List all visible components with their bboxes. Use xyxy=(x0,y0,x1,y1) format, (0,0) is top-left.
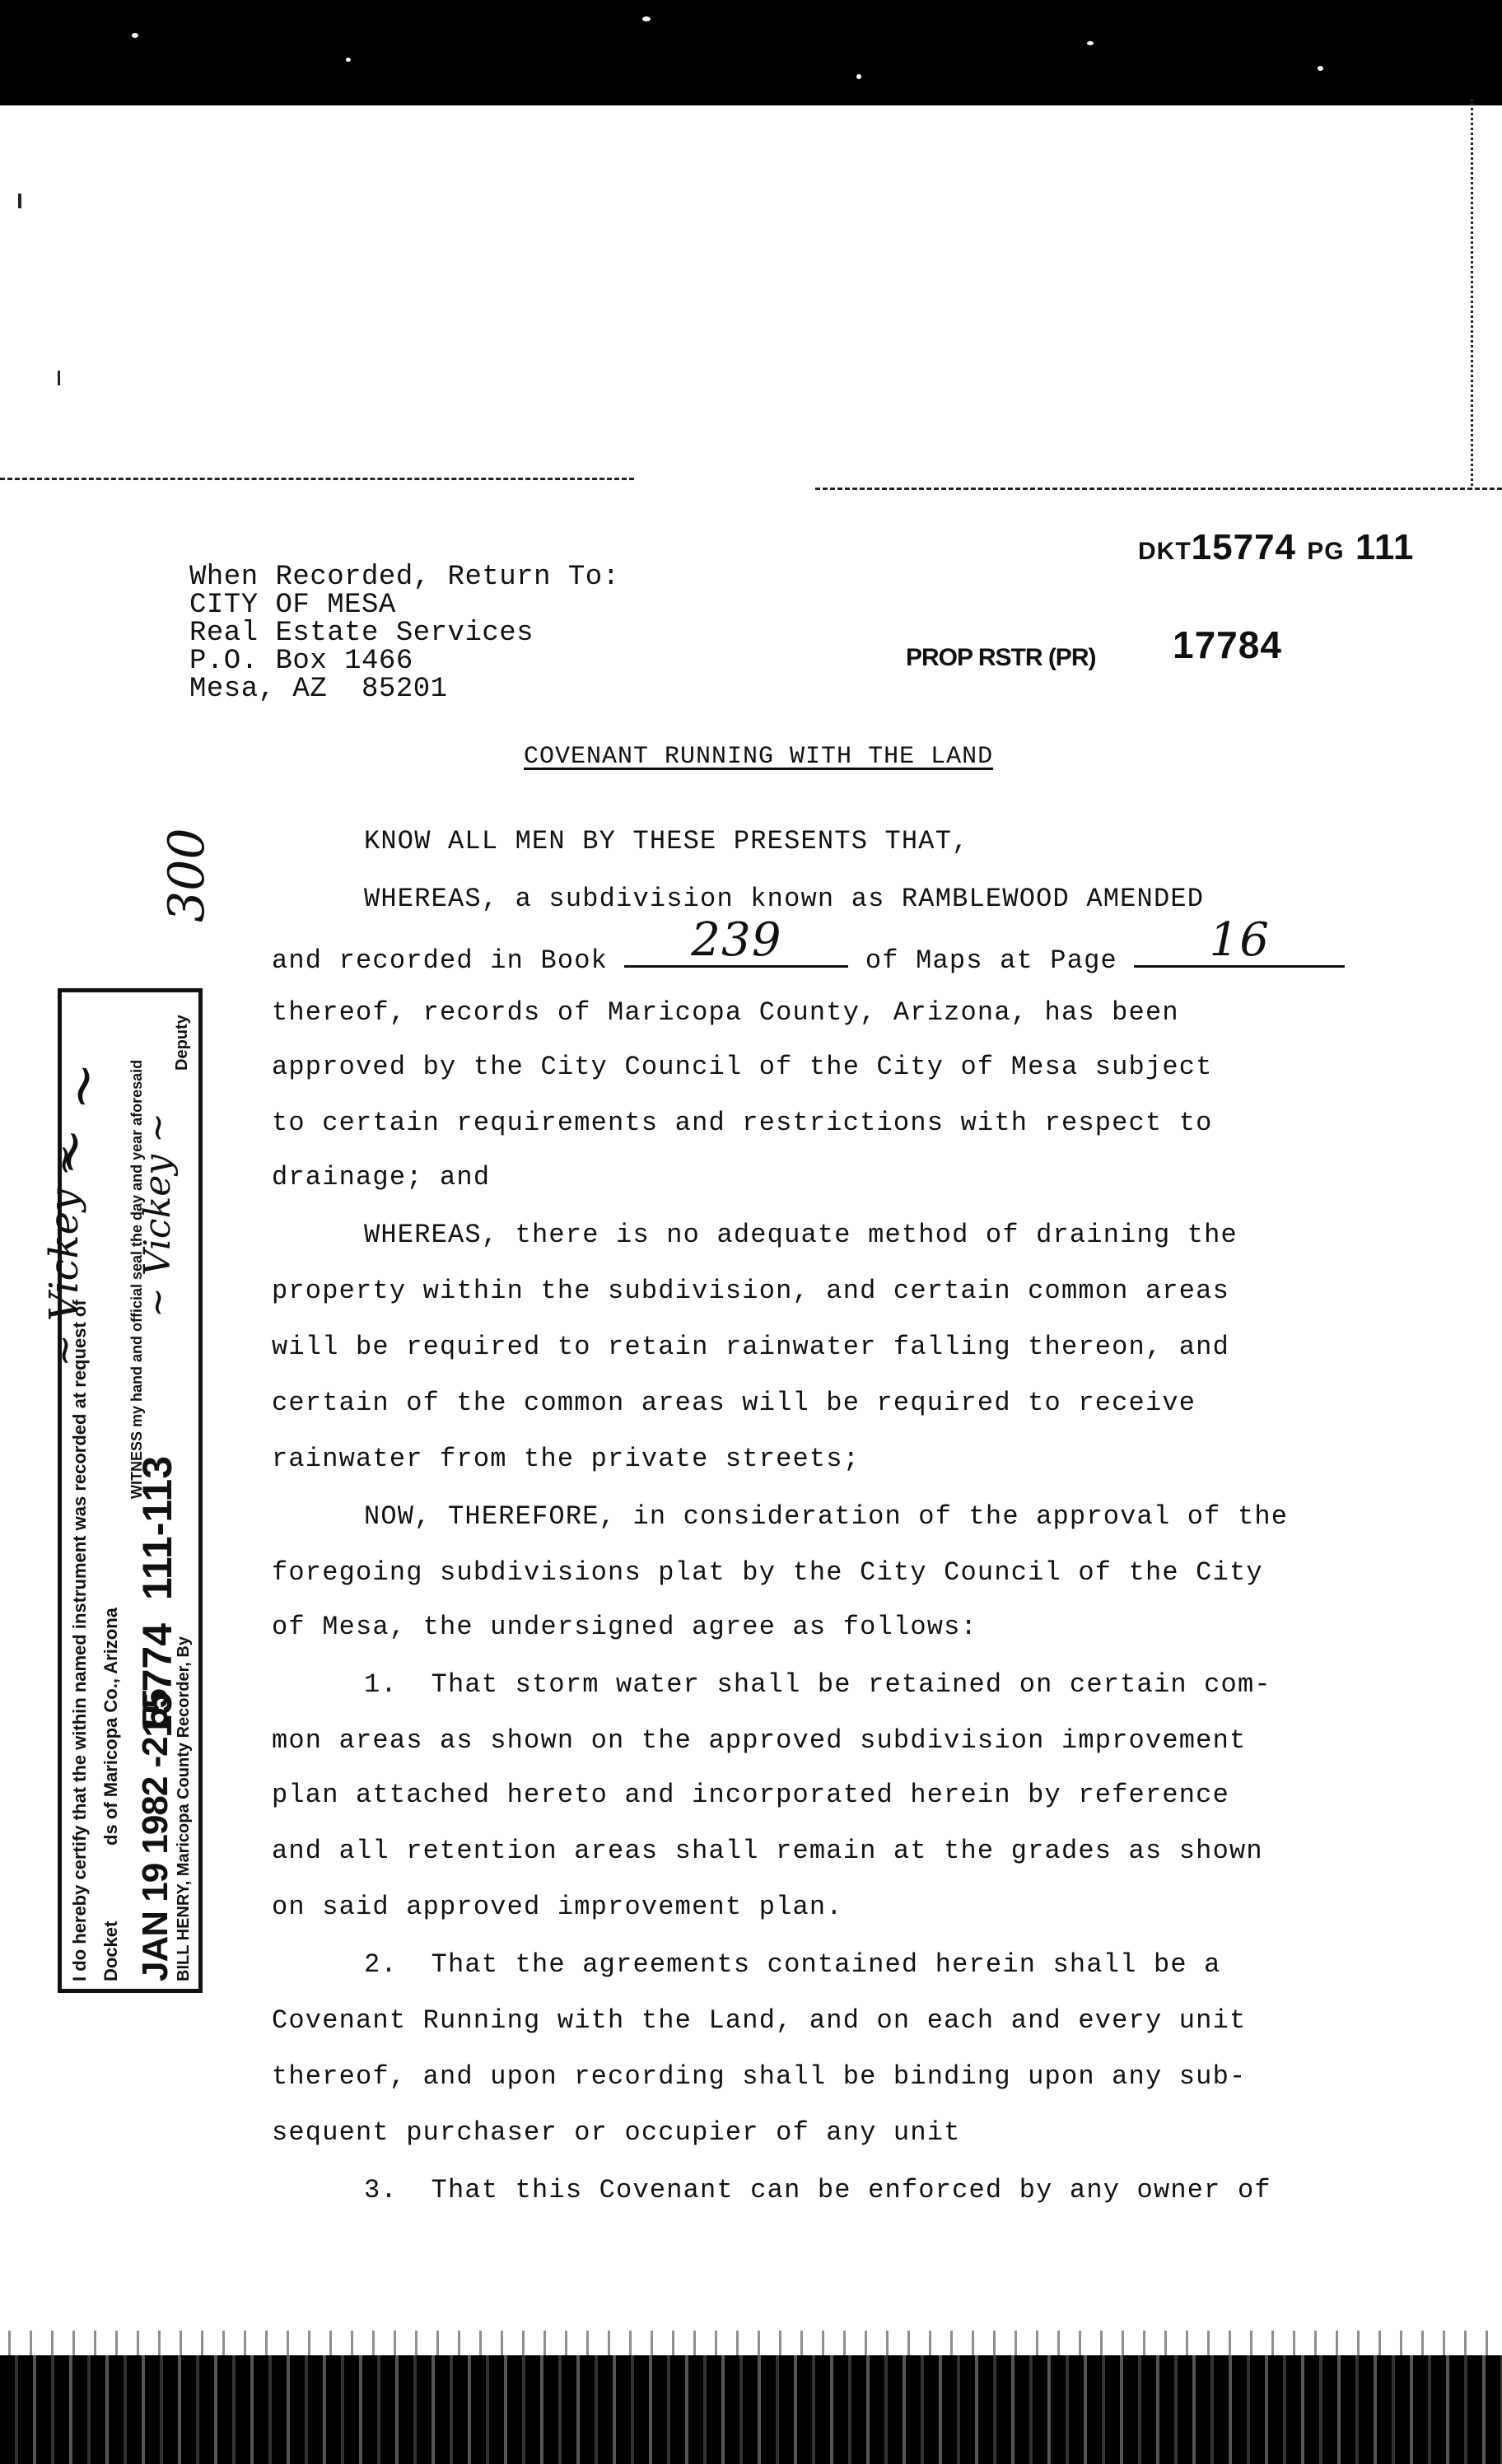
return-to-line: When Recorded, Return To: xyxy=(189,562,620,593)
return-to-line: Real Estate Services xyxy=(189,618,534,649)
paragraph-line: NOW, THEREFORE, in consideration of the approval of the xyxy=(364,1501,1289,1532)
recorder-name-line: BILL HENRY, Maricopa County Recorder, By xyxy=(175,1636,193,1981)
scan-edge-right xyxy=(1471,99,1476,486)
return-to-line: Mesa, AZ 85201 xyxy=(189,674,448,705)
page-number: 111 xyxy=(1355,527,1415,567)
document-title: COVENANT RUNNING WITH THE LAND xyxy=(524,743,994,771)
recorder-docket-handwritten: 15774 111-113 xyxy=(134,1455,180,1738)
fee-handwritten: 300 xyxy=(158,828,216,922)
recorder-witness: WITNESS my hand and official seal the day and year aforesaid xyxy=(128,1059,145,1499)
paragraph-line: WHEREAS, there is no adequate method of draining the xyxy=(364,1220,1238,1250)
book-label: and recorded in Book xyxy=(272,945,609,976)
paragraph-line: certain of the common areas will be required to receive xyxy=(272,1388,1196,1418)
scan-border-top xyxy=(0,0,1502,105)
paragraph-line: property within the subdivision, and certain common areas xyxy=(272,1276,1229,1306)
scan-noise-bottom xyxy=(0,2331,1502,2359)
item-line: on said approved improvement plan. xyxy=(272,1892,843,1922)
book-number-field xyxy=(624,913,848,968)
page-ref-handwritten: 16 xyxy=(1209,913,1271,967)
item-line: thereof, and upon recording shall be binding upon any sub- xyxy=(272,2061,1247,2092)
paragraph-line: will be required to retain rainwater falling thereon, and xyxy=(272,1332,1229,1362)
paragraph-line: WHEREAS, a subdivision known as RAMBLEWOOD AMENDED xyxy=(364,884,1205,914)
paragraph-line: foregoing subdivisions plat by the City Council of the City xyxy=(272,1557,1263,1588)
item-line: Covenant Running with the Land, and on each and every unit xyxy=(272,2005,1247,2036)
paragraph-line-book-ref xyxy=(272,913,1345,976)
item-line: sequent purchaser or occupier of any unit xyxy=(272,2117,961,2148)
page-prefix: PG xyxy=(1307,538,1345,565)
scan-border-bottom xyxy=(0,2355,1502,2464)
recorder-signature: ~ Vickey ~ xyxy=(41,1143,87,1367)
item-line: 3. That this Covenant can be enforced by any owner of xyxy=(364,2175,1271,2205)
paragraph-line: approved by the City Council of the City of Mesa subject xyxy=(272,1052,1213,1082)
scan-dashed-line xyxy=(0,478,634,480)
intro-line: KNOW ALL MEN BY THESE PRESENTS THAT, xyxy=(364,826,969,856)
recorder-certification: I do hereby certify that the within named instrument was recorded at request of xyxy=(69,1300,90,1981)
return-to-line: CITY OF MESA xyxy=(189,590,396,621)
restriction-stamp-label: PROP RSTR (PR) xyxy=(906,644,1096,671)
page-ref-field xyxy=(1134,913,1345,968)
recorder-date-time: JAN 19 1982 -2 55 xyxy=(135,1689,175,1981)
return-to-line: P.O. Box 1466 xyxy=(189,646,413,677)
recorder-deputy-label: Deputy xyxy=(173,1015,191,1071)
docket-stamp xyxy=(1138,527,1414,568)
item-line: mon areas as shown on the approved subdivision improvement xyxy=(272,1725,1247,1756)
restriction-stamp-number: 17784 xyxy=(1173,623,1282,666)
margin-handwriting-mark: ~ ~ xyxy=(33,1056,119,1182)
paragraph-line: of Mesa, the undersigned agree as follows: xyxy=(272,1612,977,1642)
paragraph-line: to certain requirements and restrictions with respect to xyxy=(272,1108,1213,1138)
item-line: 2. That the agreements contained herein shall be a xyxy=(364,1949,1221,1980)
item-line: 1. That storm water shall be retained on certain com- xyxy=(364,1669,1271,1700)
docket-number: 15774 xyxy=(1191,527,1297,567)
paragraph-line: drainage; and xyxy=(272,1162,491,1192)
paragraph-line: thereof, records of Maricopa County, Arizona, has been xyxy=(272,997,1179,1028)
item-line: and all retention areas shall remain at the grades as shown xyxy=(272,1836,1263,1866)
item-line: plan attached hereto and incorporated herein by reference xyxy=(272,1780,1229,1810)
recorder-docket-line: Docket ds of Maricopa Co., Arizona xyxy=(100,1608,121,1981)
return-to-block xyxy=(189,563,620,703)
paragraph-line: rainwater from the private streets; xyxy=(272,1444,861,1474)
book-number-handwritten: 239 xyxy=(691,913,782,967)
scan-dashed-line xyxy=(815,488,1502,490)
scan-mark xyxy=(18,194,21,208)
docket-prefix: DKT xyxy=(1138,538,1192,565)
deputy-signature: ~ Vickey ~ xyxy=(137,1113,179,1318)
scan-mark xyxy=(58,371,60,385)
page-label: of Maps at Page xyxy=(865,945,1117,976)
